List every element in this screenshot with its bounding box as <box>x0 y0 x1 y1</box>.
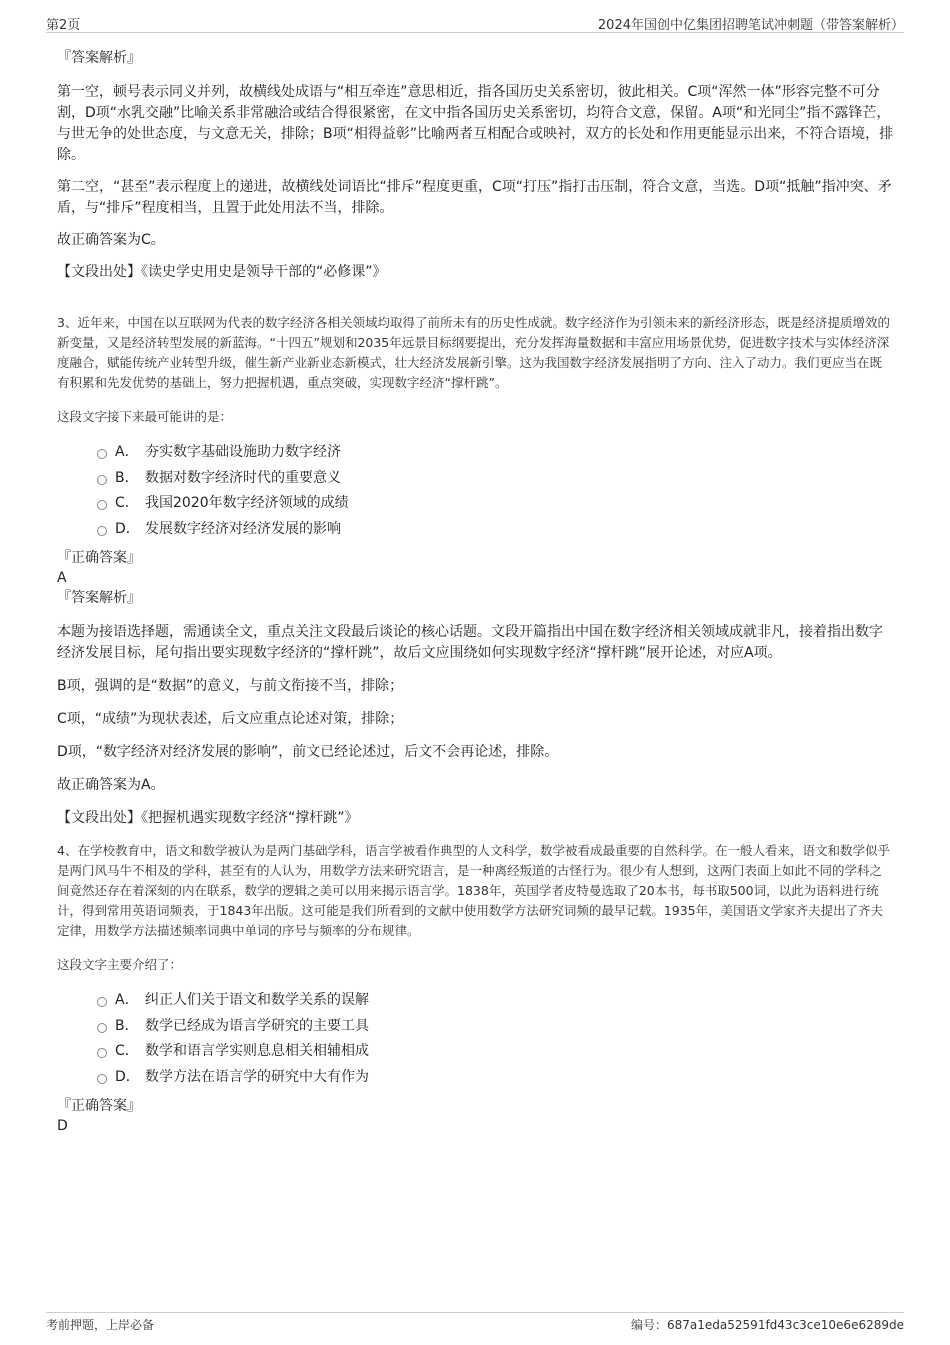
document-title: 2024年国创中亿集团招聘笔试冲刺题（带答案解析） <box>597 18 904 33</box>
option-list <box>57 440 894 542</box>
correct-answer-label: 『正确答案』 <box>57 1098 141 1114</box>
analysis-label: 『答案解析』 <box>57 50 141 66</box>
source-citation: 【文段出处】《把握机遇实现数字经济“撑杆跳”》 <box>57 810 359 826</box>
question-prompt: 这段文字接下来最可能讲的是： <box>57 409 233 424</box>
analysis-paragraph: 本题为接语选择题，需通读全文，重点关注文段最后谈论的核心话题。文段开篇指出中国在数字经济相关领域成就非凡，接着指出数字经济发展目标，尾句指出要实现数字经济的“撑杆跳”，故后文应围绕如何实现数字经济“撑杆跳”展开论述，对应A项。 <box>57 624 883 661</box>
option-a[interactable]: A． 纠正人们关于语文和数学关系的误解 <box>57 988 894 1014</box>
footer-slogan: 考前押题，上岸必备 <box>46 1318 155 1332</box>
option-c[interactable]: C． 我国2020年数字经济领域的成绩 <box>57 491 894 517</box>
analysis-label: 『答案解析』 <box>57 590 141 606</box>
radio-icon[interactable] <box>97 475 107 485</box>
option-d[interactable]: D． 发展数字经济对经济发展的影响 <box>57 517 894 543</box>
answer-conclusion: 故正确答案为C。 <box>57 232 165 248</box>
radio-icon[interactable] <box>97 500 107 510</box>
source-citation: 【文段出处】《读史学史用史是领导干部的“必修课”》 <box>57 264 387 280</box>
correct-answer: A <box>57 570 67 586</box>
answer-conclusion: 故正确答案为A。 <box>57 777 165 793</box>
question-text: 3、近年来，中国在以互联网为代表的数字经济各相关领域均取得了前所未有的历史性成就。数字经济作为引领未来的新经济形态，既是经济提质增效的新变量，又是经济转型发展的新蓝海。“十四五”规划和2035年远景目标纲要提出，充分发挥海量数据和丰富应用场景优势，促进数字技术与实体经济深度融合，赋能传统产业转型升级，催生新产业新业态新模式，壮大经济发展新引擎。这为我国数字经济发展指明了方向、注入了动力。我们更应当在既有积累和先发优势的基础上，努力把握机遇，重点突破，实现数字经济“撑杆跳”。 <box>57 315 890 390</box>
correct-answer: D <box>57 1118 68 1134</box>
radio-icon[interactable] <box>97 526 107 536</box>
radio-icon[interactable] <box>97 997 107 1007</box>
question-prompt: 这段文字主要介绍了： <box>57 957 183 972</box>
analysis-paragraph: 第一空，顿号表示同义并列，故横线处成语与“相互牵连”意思相近，指各国历史关系密切，彼此相关。C项“浑然一体”形容完整不可分割，D项“水乳交融”比喻关系非常融洽或结合得很紧密，在文中指各国历史关系密切，均符合文意，保留。A项“和光同尘”指不露锋芒，与世无争的处世态度，与文意无关，排除；B项“相得益彰”比喻两者互相配合或映衬，双方的长处和作用更能显示出来，不符合语境，排除。 <box>57 84 894 163</box>
document-id: 编号：687a1eda52591fd43c3ce10e6e6289de <box>631 1318 904 1332</box>
question-text: 4、在学校教育中，语文和数学被认为是两门基础学科，语言学被看作典型的人文科学，数学被看成最重要的自然科学。在一般人看来，语文和数学似乎是两门风马牛不相及的学科，甚至有的人认为，用数学方法来研究语言，是一种离经叛道的古怪行为。很少有人想到，这两门表面上如此不同的学科之间竟然还存在着深刻的内在联系，数学的逻辑之美可以用来揭示语言学。1838年，英国学者皮特曼选取了20本书，每书取500词，以此为语料进行统计，得到常用英语词频表，于1843年出版。这可能是我们所看到的文献中使用数学方法研究词频的最早记载。1935年，美国语文学家齐夫提出了齐夫定律，用数学方法描述频率词典中单词的序号与频率的分布规律。 <box>57 843 890 938</box>
option-list <box>57 988 894 1090</box>
analysis-paragraph: D项，“数字经济对经济发展的影响”，前文已经论述过，后文不会再论述，排除。 <box>57 744 559 760</box>
analysis-paragraph: B项，强调的是“数据”的意义，与前文衔接不当，排除； <box>57 678 404 694</box>
option-c[interactable]: C． 数学和语言学实则息息相关相辅相成 <box>57 1039 894 1065</box>
option-b[interactable]: B． 数学已经成为语言学研究的主要工具 <box>57 1014 894 1040</box>
radio-icon[interactable] <box>97 1048 107 1058</box>
option-b[interactable]: B． 数据对数字经济时代的重要意义 <box>57 466 894 492</box>
page-footer <box>46 1312 904 1336</box>
radio-icon[interactable] <box>97 449 107 459</box>
option-a[interactable]: A． 夯实数字基础设施助力数字经济 <box>57 440 894 466</box>
analysis-paragraph: 第二空，“甚至”表示程度上的递进，故横线处词语比“排斥”程度更重，C项“打压”指打击压制，符合文意，当选。D项“抵触”指冲突、矛盾，与“排斥”程度相当，且置于此处用法不当，排除。 <box>57 179 892 216</box>
analysis-paragraph: C项，“成绩”为现状表述，后文应重点论述对策，排除； <box>57 711 404 727</box>
page-number: 第2页 <box>46 18 81 33</box>
radio-icon[interactable] <box>97 1074 107 1084</box>
page-header <box>46 14 904 33</box>
radio-icon[interactable] <box>97 1023 107 1033</box>
option-d[interactable]: D． 数学方法在语言学的研究中大有作为 <box>57 1065 894 1091</box>
document-content <box>57 44 894 1136</box>
correct-answer-label: 『正确答案』 <box>57 550 141 566</box>
